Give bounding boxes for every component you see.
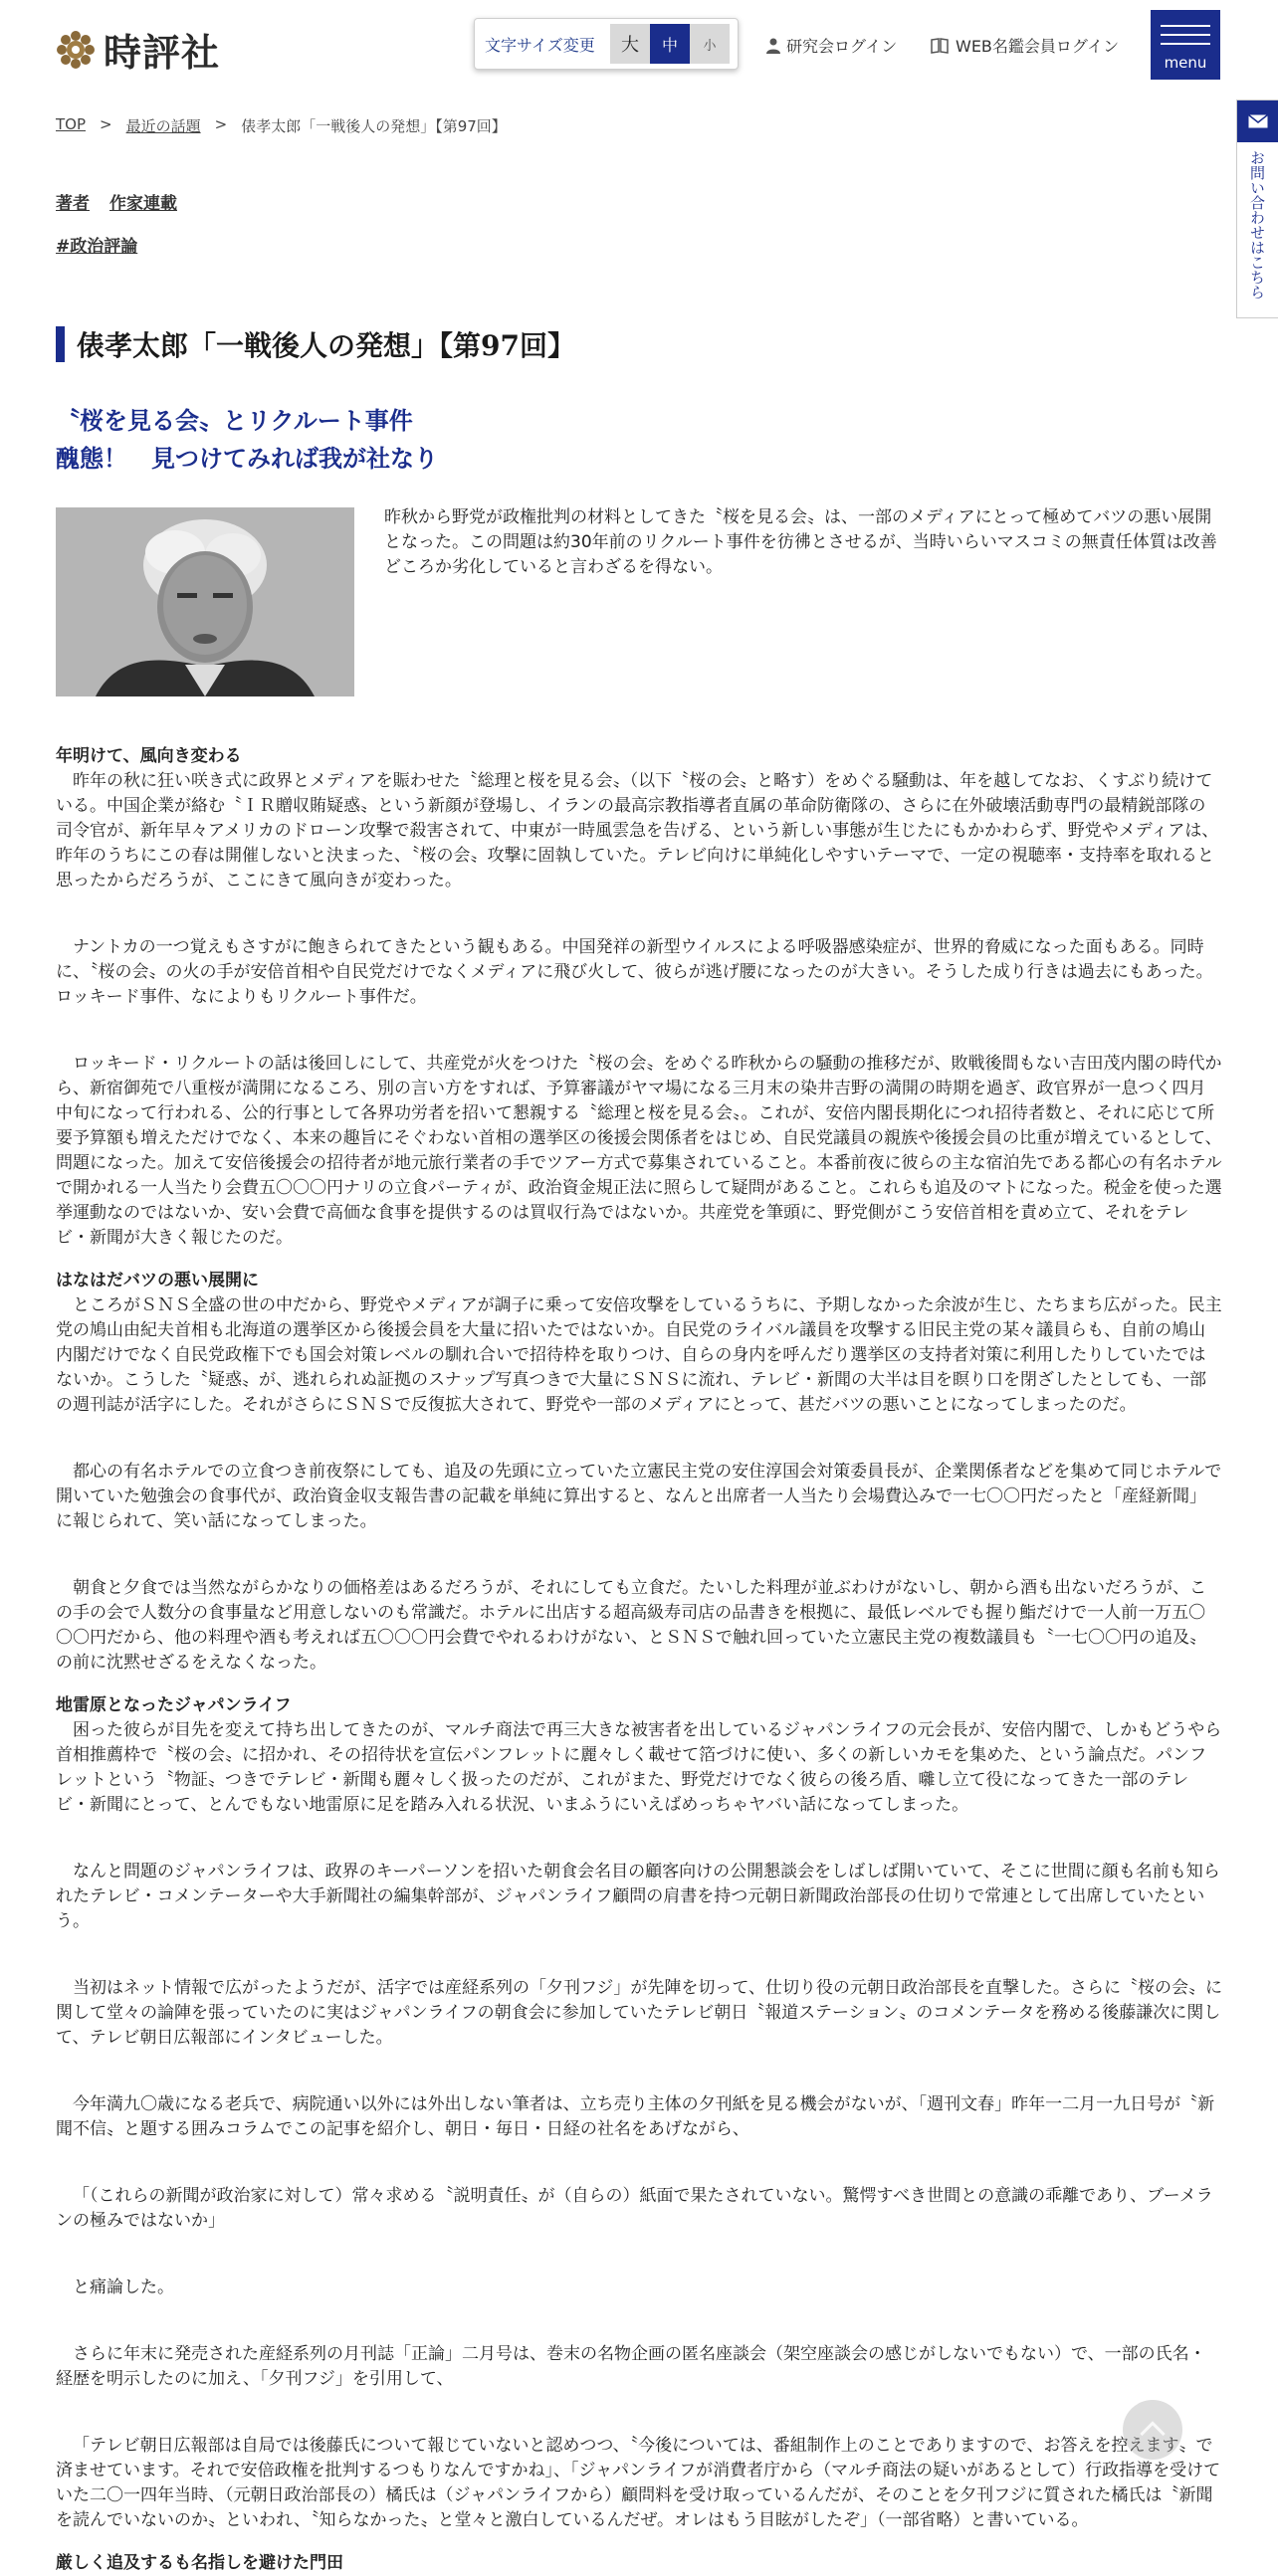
menu-button[interactable] [1151, 10, 1220, 80]
site-logo[interactable] [56, 22, 220, 77]
paragraph: 今年満九〇歳になる老兵で、病院通い以外には外出しない筆者は、立ち売り主体の夕刊紙を見る機会がないが、「週刊文春」昨年一二月一九日号が〝新聞不信〟と題する囲みコラムでこの記事を紹介し、朝日・毎日・日経の社名をあげながら、 [56, 2094, 1215, 2139]
site-header [0, 0, 1278, 90]
paragraph: と痛論した。 [73, 2278, 174, 2297]
mail-icon [1248, 114, 1268, 128]
font-size-switcher [474, 18, 739, 70]
article-subtitle [56, 402, 438, 478]
web-member-login-label: WEB名鑑会員ログイン [956, 37, 1120, 56]
book-icon [930, 38, 950, 54]
research-login-link[interactable] [766, 34, 897, 57]
section-heading: 地雷原となったジャパンライフ [56, 1695, 292, 1715]
tag-author[interactable]: 著者 [56, 194, 90, 214]
tag-political-commentary[interactable]: #政治評論 [56, 237, 138, 257]
paragraph: 困った彼らが目先を変えて持ち出してきたのが、マルチ商法で再三大きな被害者を出しているジャパンライフの元会長が、安倍内閣で、しかもどうやら首相推薦枠で〝桜の会〟に招かれ、その招待状を宣伝パンフレットに麗々しく載せて箔づけに使い、多くの新しいカモを集めた、という論点だ。パンフレットという〝物証〟つきでテレビ・新聞も麗々しく扱ったのだが、これがまた、野党だけでなく彼らの後ろ盾、囃し立て役になってきた一部のテレビ・新聞にとって、とんでもない地雷原に足を踏み入れる状況、いまふうにいえばめっちゃヤバい話になってしまった。 [56, 1720, 1222, 1815]
subtitle-line-2: 醜態！ 見つけてみれば我が社なり [56, 445, 438, 473]
web-member-login-link[interactable] [930, 34, 1119, 57]
menu-label: menu [1164, 54, 1207, 72]
breadcrumb [56, 115, 507, 136]
paragraph: ところがＳＮＳ全盛の世の中だから、野党やメディアが調子に乗って安倍攻撃をしているうちに、予期しなかった余波が生じ、たちまち広がった。民主党の鳩山由紀夫首相も北海道の選挙区から後援会員を大量に招いたではないか。自民党のライバル議員を攻撃する旧民主党の某々議員らも、自前の鳩山内閣だけでなく自民党政権下でも国会対策レベルの馴れ合いで招待枠を取りつけ、自らの身内を呼んだり選挙区の支持者対策に利用したりしていたではないか。こうした〝疑惑〟が、逃れられぬ証拠のスナップ写真つきで大量にＳＮＳに流れ、テレビ・新聞の大半は目を瞑り口を閉ざしたとしても、一部の週刊誌が活字にした。それがさらにＳＮＳで反復拡大されて、野党や一部のメディアにとって、甚だバツの悪いことになってしまったのだ。 [56, 1295, 1222, 1415]
paragraph: 朝食と夕食では当然ながらかなりの価格差はあるだろうが、それにしても立食だ。たいした料理が並ぶわけがないし、朝から酒も出ないだろうが、この手の会で人数分の食事量など用意しないのも常識だ。ホテルに出店する超高級寿司店の品書きを根拠に、最低レベルでも握り鮨だけで一人前一万五〇〇〇円だから、他の料理や酒も考えれば五〇〇〇円会費でやれるわけがない、とＳＮＳで触れ回っていた立憲民主党の複数議員も〝一七〇〇円の追及〟の前に沈黙せざるをえなくなった。 [56, 1578, 1206, 1673]
scroll-to-top-button[interactable] [1123, 2400, 1182, 2460]
article-body [56, 744, 1222, 2576]
contact-side-tab[interactable] [1236, 99, 1278, 318]
hamburger-icon [1161, 18, 1210, 52]
category-tags [56, 189, 177, 214]
font-size-medium-button[interactable]: 中 [650, 24, 690, 64]
article-title: 俵孝太郎「一戦後人の発想」【第97回】 [77, 329, 575, 362]
section-heading: 厳しく追及するも名指しを避けた門田 [56, 2553, 343, 2573]
research-login-label: 研究会ログイン [786, 37, 898, 56]
paragraph: 都心の有名ホテルでの立食つき前夜祭にしても、追及の先頭に立っていた立憲民主党の安住淳国会対策委員長が、企業関係者などを集めて同じホテルで開いていた勉強会の食事代が、政治資金収支報告書の記載を単純に算出すると、なんと出席者一人当たり会場費込みで一七〇〇円だったと「産経新聞」に報じられて、笑い話になってしまった。 [56, 1462, 1222, 1531]
chrysanthemum-logo-icon [56, 30, 96, 70]
person-icon [766, 38, 780, 54]
article-lead: 昨秋から野党が政権批判の材料としてきた〝桜を見る会〟は、一部のメディアにとって極めてバツの悪い展開となった。この問題は約30年前のリクルート事件を彷彿とさせるが、当時いらいマスコミの無責任体質は改善どころか劣化していると言わざるを得ない。 [384, 507, 1217, 577]
title-accent-bar [56, 326, 65, 362]
tag-series[interactable]: 作家連載 [109, 194, 177, 214]
contact-mail-box [1237, 100, 1278, 142]
author-photo-illustration [56, 507, 354, 696]
contact-label: お問い合わせはこちら [1248, 150, 1266, 299]
paragraph: 「テレビ朝日広報部は自局では後藤氏について報じていないと認めつつ、〝今後については、番組制作上のことでありますので、お答えを控えます〟で済ませています。それで安倍政権を批判するつもりなんですかね」、「ジャパンライフが消費者庁から（マルチ商法の疑いがあるとして）行政指導を受けていた二〇一四年当時、（元朝日政治部長の）橘氏は（ジャパンライフから）顧問料を受け取っているんだが、そのことを夕刊フジに質された橘氏は〝新聞を読んでいないのか〟といわれ、〝知らなかった〟と堂々と激白しているんだぜ。オレはもう目眩がしたぞ」（一部省略）と書いている。 [56, 2436, 1221, 2530]
section-heading: 年明けて、風向き変わる [56, 746, 242, 766]
paragraph: 当初はネット情報で広がったようだが、活字では産経系列の「夕刊フジ」が先陣を切って、仕切り役の元朝日政治部長を直撃した。さらに〝桜の会〟に関して堂々の論陣を張っていたのに実はジャパンライフの朝食会に参加していたテレビ朝日〝報道ステーション〟のコメンテータを務める後藤謙次に関して、テレビ朝日広報部にインタビューした。 [56, 1978, 1222, 2048]
breadcrumb-recent-link[interactable]: 最近の話題 [125, 117, 201, 135]
font-size-small-button[interactable]: 小 [690, 24, 730, 64]
section-heading: はなはだバツの悪い展開に [56, 1271, 259, 1290]
logo-text: 時評社 [104, 30, 221, 75]
paragraph: さらに年末に発売された産経系列の月刊誌「正論」二月号は、巻末の名物企画の匿名座談会（架空座談会の感じがしないでもない）で、一部の氏名・経歴を明示したのに加え、「夕刊フジ」を引用して、 [56, 2344, 1206, 2389]
breadcrumb-separator: > [100, 115, 112, 133]
author-portrait [56, 507, 354, 696]
arrow-up-icon [1140, 2421, 1165, 2446]
breadcrumb-top-link[interactable]: TOP [56, 115, 87, 133]
paragraph: ロッキード・リクルートの話は後回しにして、共産党が火をつけた〝桜の会〟をめぐる昨秋からの騒動の推移だが、敗戦後間もない吉田茂内閣の時代から、新宿御苑で八重桜が満開になるころ、別の言い方をすれば、予算審議がヤマ場になる三月末の染井吉野の満開の時期を過ぎ、政官界が一息つく四月中旬になって行われる、公的行事として各界功労者を招いて懇親する〝総理と桜を見る会〟。これが、安倍内閣長期化につれ招待者数と、それに応じて所要予算額も増えただけでなく、本来の趣旨にそぐわない首相の選挙区の後援会関係者をはじめ、自民党議員の親族や後援会員の比重が増えているとして、問題になった。加えて安倍後援会の招待者が地元旅行業者の手でツアー方式で募集されていること。本番前夜に彼らの主な宿泊先である都心の有名ホテルで開かれる一人当たり会費五〇〇〇円ナリの立食パーティが、政治資金規正法に照らして疑問があること。これらも追及のマトになった。税金を使った選挙運動なのではないか、安い会費で高価な食事を提供するのは買収行為ではないか。共産党を筆頭に、野党側がこう安倍首相を責め立て、それをテレビ・新聞が大きく報じたのだ。 [56, 1054, 1222, 1248]
breadcrumb-separator: > [214, 115, 228, 133]
paragraph: 「（これらの新聞が政治家に対して）常々求める〝説明責任〟が（自らの）紙面で果たされていない。驚愕すべき世間との意識の乖離であり、ブーメランの極みではないか」 [56, 2186, 1213, 2231]
article-title-block [56, 324, 575, 364]
breadcrumb-current: 俵孝太郎「一戦後人の発想」【第97回】 [241, 117, 507, 135]
paragraph: 昨年の秋に狂い咲き式に政界とメディアを賑わせた〝総理と桜を見る会〟（以下〝桜の会〟と略す）をめぐる騒動は、年を越してなお、くすぶり続けている。中国企業が絡む〝ＩＲ贈収賄疑惑〟という新顔が登場し、イランの最高宗教指導者直属の革命防衛隊の、さらに在外破壊活動専門の最精鋭部隊の司令官が、新年早々アメリカのドローン攻撃で殺害されて、中東が一時風雲急を告げる、という新しい事態が生じたにもかかわらず、野党やメディアは、昨年のうちにこの春は開催しないと決まった、〝桜の会〟攻撃に固執していた。テレビ向けに単純化しやすいテーマで、一定の視聴率・支持率を取れると思ったからだろうが、ここにきて風向きが変わった。 [56, 771, 1219, 891]
subtitle-line-1: 〝桜を見る会〟とリクルート事件 [56, 407, 413, 435]
font-size-large-button[interactable]: 大 [610, 24, 650, 64]
paragraph: なんと問題のジャパンライフは、政界のキーパーソンを招いた朝食会名目の顧客向けの公開懇談会をしばしば開いていて、そこに世間に顔も名前も知られたテレビ・コメンテーターや大手新聞社の編集幹部が、ジャパンライフ顧問の肩書を持つ元朝日新聞政治部長の仕切りで常連として出席していたという。 [56, 1862, 1220, 1931]
paragraph: ナントカの一つ覚えもさすがに飽きられてきたという観もある。中国発祥の新型ウイルスによる呼吸器感染症が、世界的脅威になった面もある。同時に、〝桜の会〟の火の手が安倍首相や自民党だけでなくメディアに飛び火して、彼らが逃げ腰になったのが大きい。そうした成り行きは過去にもあった。ロッキード事件、なによりもリクルート事件だ。 [56, 937, 1213, 1007]
font-size-label: 文字サイズ変更 [485, 35, 595, 55]
